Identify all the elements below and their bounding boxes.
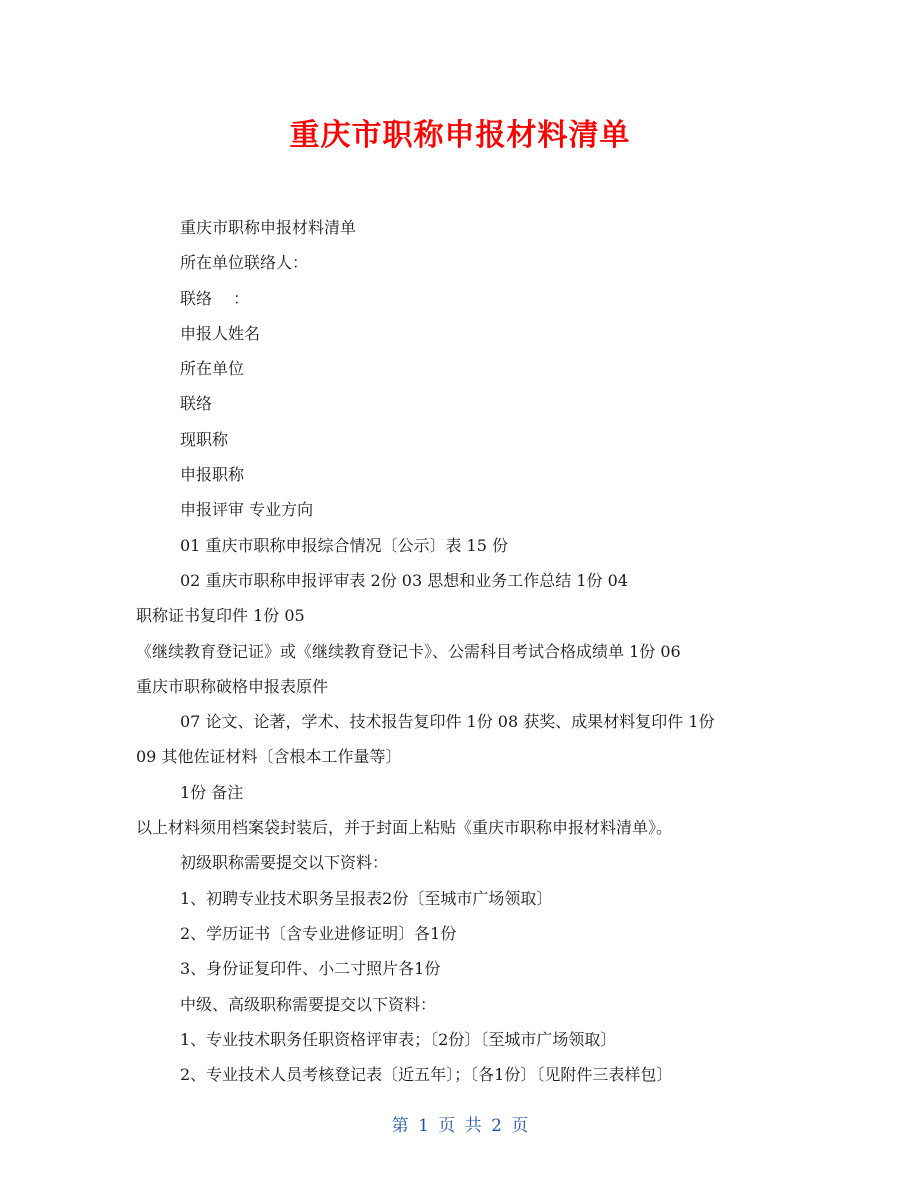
body-line: 联络 bbox=[180, 394, 213, 414]
body-line: 2、学历证书〔含专业进修证明〕各1份 bbox=[180, 923, 457, 943]
body-line: 07 论文、论著，学术、技术报告复印件 1份 08 获奖、成果材料复印件 1份 bbox=[180, 712, 715, 732]
body-line: 02 重庆市职称申报评审表 2份 03 思想和业务工作总结 1份 04 bbox=[180, 570, 628, 590]
body-line: 所在单位 bbox=[180, 359, 245, 379]
body-line: 职称证书复印件 1份 05 bbox=[136, 606, 305, 626]
body-line: 联络 ： bbox=[180, 288, 250, 308]
document-title: 重庆市职称申报材料清单 bbox=[289, 118, 631, 153]
body-line: 《继续教育登记证》或《继续教育登记卡》、公需科目考试合格成绩单 1份 06 bbox=[136, 641, 681, 661]
body-line: 01 重庆市职称申报综合情况〔公示〕表 15 份 bbox=[180, 535, 508, 555]
body-line: 所在单位联络人： bbox=[180, 253, 309, 273]
body-line: 09 其他佐证材料〔含根本工作量等〕 bbox=[136, 747, 402, 767]
body-line: 现职称 bbox=[180, 429, 229, 449]
body-line: 1、初聘专业技术职务呈报表2份〔至城市广场领取〕 bbox=[180, 888, 553, 908]
body-line: 1、专业技术职务任职资格评审表；〔2份〕〔至城市广场领取〕 bbox=[180, 1029, 617, 1049]
body-line: 3、身份证复印件、小二寸照片各1份 bbox=[180, 959, 441, 979]
body-line: 申报职称 bbox=[180, 465, 245, 485]
body-line: 2、专业技术人员考核登记表〔近五年〕；〔各1份〕〔见附件三表样包〕 bbox=[180, 1065, 673, 1085]
body-line: 初级职称需要提交以下资料： bbox=[180, 853, 389, 873]
body-line: 以上材料须用档案袋封装后，并于封面上粘贴《重庆市职称申报材料清单》。 bbox=[136, 818, 673, 838]
document-body bbox=[136, 210, 796, 1092]
body-line: 重庆市职称破格申报表原件 bbox=[136, 676, 329, 696]
body-line: 重庆市职称申报材料清单 bbox=[180, 218, 357, 237]
body-line: 申报评审 专业方向 bbox=[180, 500, 314, 520]
body-line: 申报人姓名 bbox=[180, 323, 261, 343]
body-line: 1份 备注 bbox=[180, 782, 244, 802]
page-number: 第 1 页 共 2 页 bbox=[391, 1116, 529, 1136]
body-line: 中级、高级职称需要提交以下资料： bbox=[180, 994, 437, 1014]
